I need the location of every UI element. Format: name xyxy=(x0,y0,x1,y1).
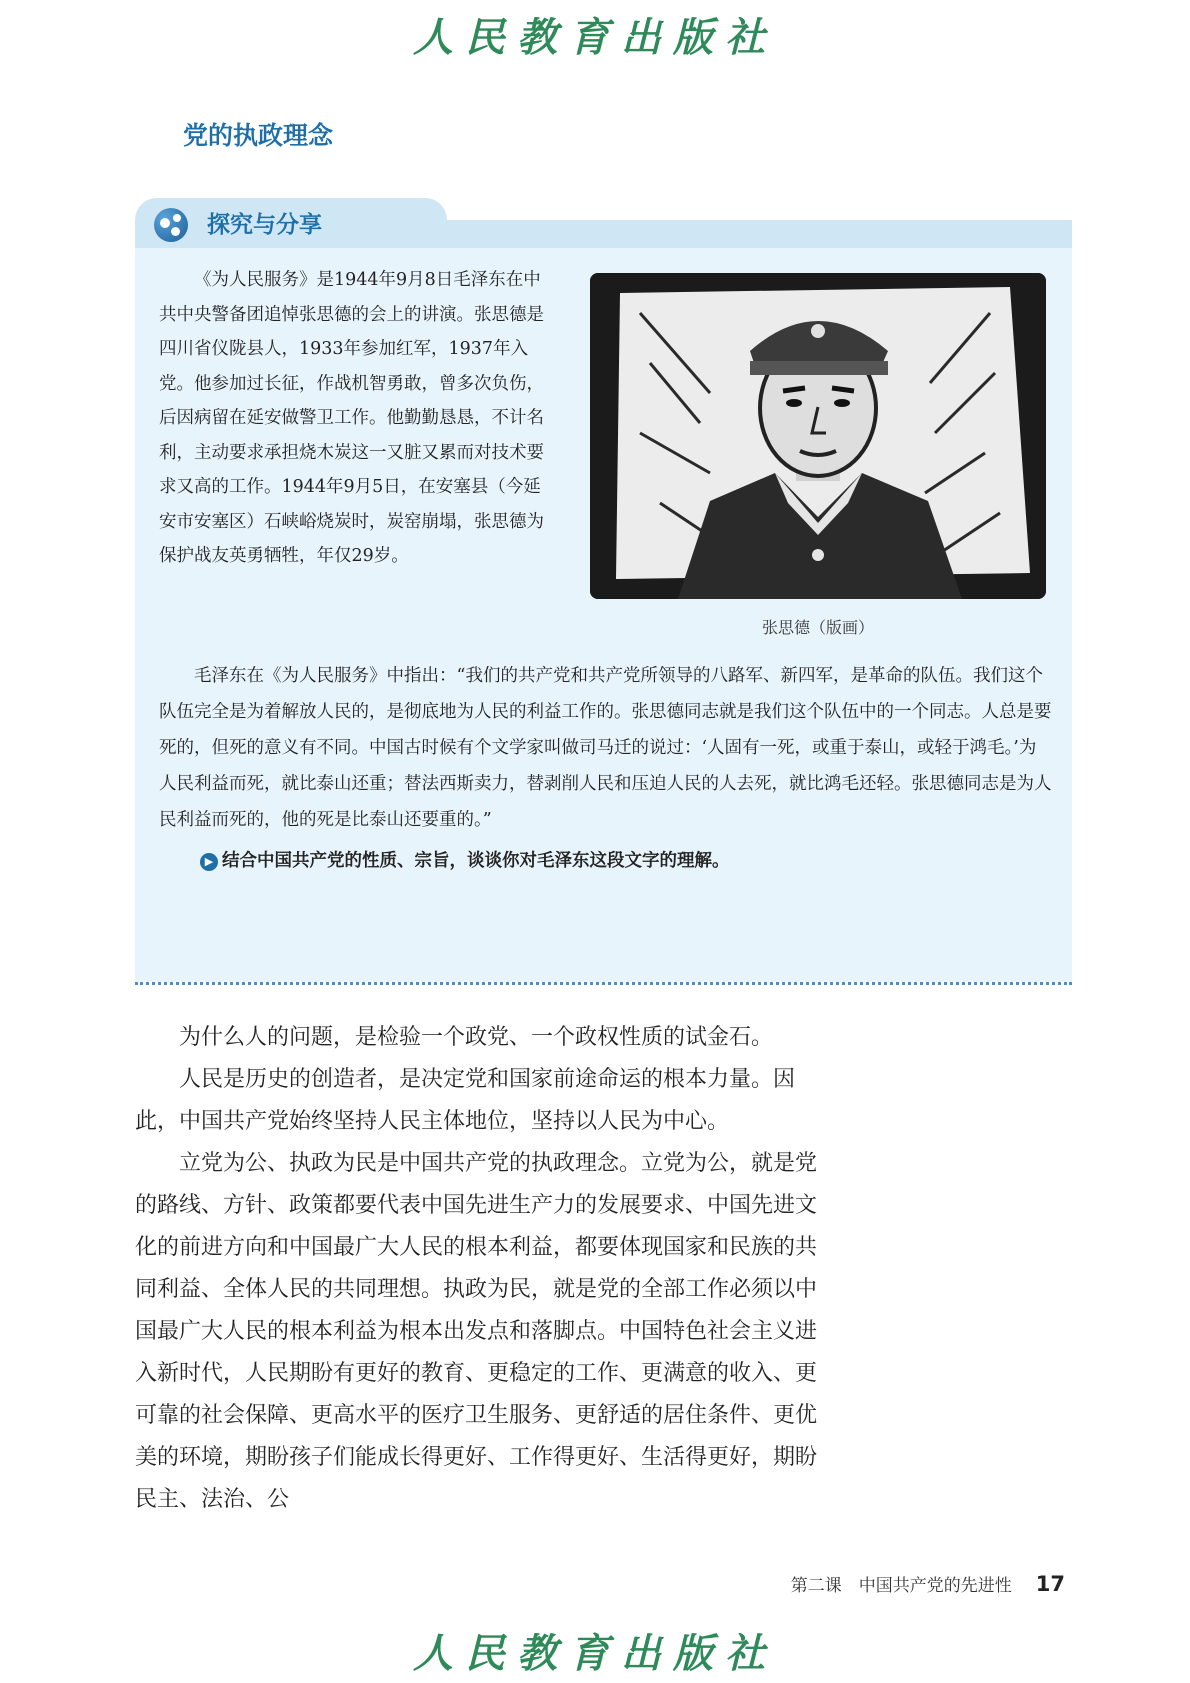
arrow-right-circle-icon: ▶ xyxy=(200,853,218,871)
page-footer xyxy=(760,1571,1065,1596)
figure-caption: 张思德（版画） xyxy=(761,618,874,637)
question-text: 结合中国共产党的性质、宗旨，谈谈你对毛泽东这段文字的理解。 xyxy=(222,851,730,871)
footer-chapter: 第二课 中国共产党的先进性 xyxy=(790,1576,1012,1596)
main-paragraph-1: 为什么人的问题，是检验一个政党、一个政权性质的试金石。 xyxy=(179,1025,774,1050)
page-number: 17 xyxy=(1035,1572,1065,1596)
portrait-woodcut-image xyxy=(590,273,1046,599)
discussion-bubble-icon xyxy=(154,208,188,242)
box-title: 探究与分享 xyxy=(207,212,322,238)
explore-share-box xyxy=(135,198,1072,986)
box-paragraph-2: 毛泽东在《为人民服务》中指出：“我们的共产党和共产党所领导的八路军、新四军，是革命的队伍。我们这个队伍完全是为着解放人民的，是彻底地为人民的利益工作的。张思德同志就是我们这个队伍中的一个同志。人总是要死的，但死的意义有不同。中国古时候有个文学家叫做司马迁的说过：‘人固有一死，或重于泰山，或轻于鸿毛。’为人民利益而死，就比泰山还重；替法西斯卖力，替剥削人民和压迫人民的人去死，就比鸿毛还轻。张思德同志是为人民利益而死的，他的死是比泰山还要重的。” xyxy=(159,666,1052,830)
portrait-woodcut-figure xyxy=(590,273,1046,599)
main-paragraph-2: 人民是历史的创造者，是决定党和国家前途命运的根本力量。因此，中国共产党始终坚持人民主体地位，坚持以人民为中心。 xyxy=(135,1067,796,1134)
main-body-text xyxy=(135,1017,835,1521)
discussion-question xyxy=(200,848,1040,874)
box-paragraph-1: 《为人民服务》是1944年9月8日毛泽东在中共中央警备团追悼张思德的会上的讲演。张思德是四川省仪陇县人，1933年参加红军，1937年入党。他参加过长征，作战机智勇敢，曾多次负伤，后因病留在延安做警卫工作。他勤勤恳恳，不计名利，主动要求承担烧木炭这一又脏又累而对技术要求又高的工作。1944年9月5日，在安塞县（今延安市安塞区）石峡峪烧炭时，炭窑崩塌，张思德为保护战友英勇牺牲，年仅29岁。 xyxy=(159,270,544,566)
publisher-logo-top: 人民教育出版社 xyxy=(413,14,777,61)
publisher-logo-bottom: 人民教育出版社 xyxy=(413,1630,777,1677)
box-dotted-divider xyxy=(135,982,1072,985)
section-title: 党的执政理念 xyxy=(183,121,334,150)
main-paragraph-3: 立党为公、执政为民是中国共产党的执政理念。立党为公，就是党的路线、方针、政策都要代表中国先进生产力的发展要求、中国先进文化的前进方向和中国最广大人民的根本利益，都要体现国家和民族的共同利益、全体人民的共同理想。执政为民，就是党的全部工作必须以中国最广大人民的根本利益为根本出发点和落脚点。中国特色社会主义进入新时代，人民期盼有更好的教育、更稳定的工作、更满意的收入、更可靠的社会保障、更高水平的医疗卫生服务、更舒适的居住条件、更优美的环境，期盼孩子们能成长得更好、工作得更好、生活得更好，期盼民主、法治、公 xyxy=(135,1151,818,1512)
